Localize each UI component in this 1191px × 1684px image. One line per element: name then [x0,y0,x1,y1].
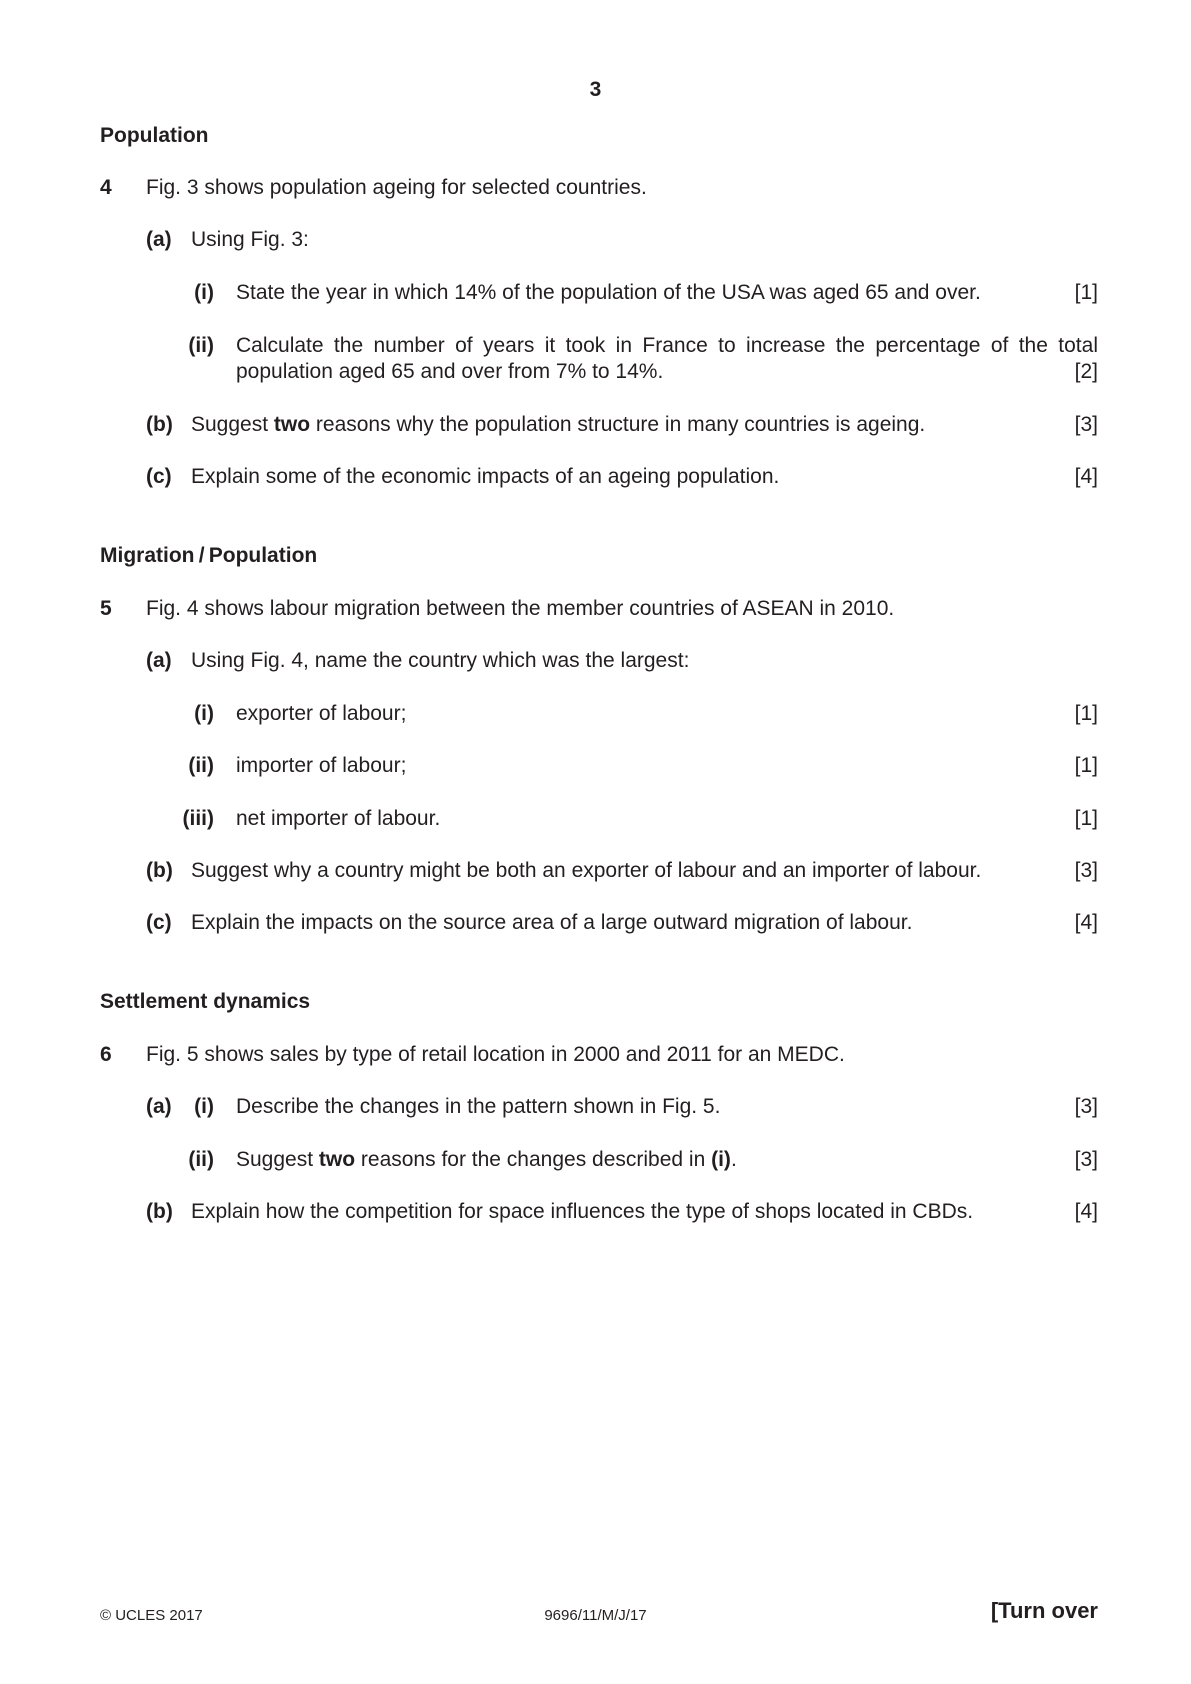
question-4ai-mark: [1] [1074,281,1098,304]
question-6ai-mark: [3] [1074,1095,1098,1118]
question-5aiii-text: net importer of labour. [236,807,441,830]
section-title-settlement: Settlement dynamics [100,990,311,1013]
question-5aii-label: (ii) [188,754,214,777]
question-5aii-text: importer of labour; [236,754,407,777]
question-5a-label: (a) [146,649,172,672]
footer-copyright: © UCLES 2017 [100,1607,203,1624]
question-6aii-text-pre: Suggest [236,1148,319,1171]
question-5c-mark: [4] [1074,911,1098,934]
question-4b-label: (b) [146,413,173,436]
question-6ai-text: Describe the changes in the pattern shown in Fig. 5. [236,1095,721,1118]
question-5a-text: Using Fig. 4, name the country which was the largest: [191,649,690,672]
question-6aii-label: (ii) [188,1148,214,1171]
question-5b-text: Suggest why a country might be both an exporter of labour and an importer of labour. [191,859,982,882]
question-5aiii-mark: [1] [1074,807,1098,830]
section-title-migration: Migration / Population [100,544,318,567]
question-4aii-text: Calculate the number of years it took in France to increase the percentage of the total population aged 65 and over from 7% to 14%. [236,334,1098,383]
question-4c-mark: [4] [1074,465,1098,488]
question-5aiii-label: (iii) [182,807,214,830]
question-5aii-mark: [1] [1074,754,1098,777]
question-6b-label: (b) [146,1200,173,1223]
question-6aii-text [236,1147,737,1173]
question-6aii-mark: [3] [1074,1148,1098,1171]
question-4b-text-post: reasons why the population structure in many countries is ageing. [310,413,926,436]
question-6aii-text-mid: reasons for the changes described in [355,1148,712,1171]
question-6b-text: Explain how the competition for space influences the type of shops located in CBDs. [191,1200,974,1223]
question-6a-label: (a) [146,1095,172,1118]
question-6b-mark: [4] [1074,1200,1098,1223]
question-4aii-label: (ii) [188,334,214,357]
question-6ai-label: (i) [194,1095,214,1118]
question-6-stem: Fig. 5 shows sales by type of retail location in 2000 and 2011 for an MEDC. [146,1043,845,1066]
question-4b-mark: [3] [1074,413,1098,436]
question-5-stem: Fig. 4 shows labour migration between the member countries of ASEAN in 2010. [146,597,895,620]
page-number: 3 [589,78,602,101]
question-5b-mark: [3] [1074,859,1098,882]
question-5ai-text: exporter of labour; [236,702,407,725]
section-title-population: Population [100,124,209,147]
question-4c-text: Explain some of the economic impacts of an ageing population. [191,465,780,488]
question-4aii-mark: [2] [1074,360,1098,383]
question-6-number: 6 [100,1043,112,1066]
question-4a-label: (a) [146,228,172,251]
question-4ai-text: State the year in which 14% of the population of the USA was aged 65 and over. [236,281,981,304]
question-5-number: 5 [100,597,112,620]
footer-turn-over: [Turn over [990,1598,1098,1623]
question-6aii-reference: (i) [711,1148,731,1171]
question-4a-text: Using Fig. 3: [191,228,309,251]
question-4b-emphasis: two [273,413,311,436]
question-4-stem: Fig. 3 shows population ageing for selected countries. [146,176,647,199]
question-4-number: 4 [100,176,112,199]
question-4c-label: (c) [146,465,172,488]
question-4b-text [191,412,925,438]
question-5b-label: (b) [146,859,173,882]
question-6aii-emphasis: two [318,1148,356,1171]
question-5c-label: (c) [146,911,172,934]
question-4b-text-pre: Suggest [191,413,274,436]
question-6aii-text-post: . [730,1148,737,1171]
question-5c-text: Explain the impacts on the source area of a large outward migration of labour. [191,911,913,934]
question-5ai-mark: [1] [1074,702,1098,725]
footer-paper-code: 9696/11/M/J/17 [544,1607,647,1624]
question-4ai-label: (i) [194,281,214,304]
question-5ai-label: (i) [194,702,214,725]
